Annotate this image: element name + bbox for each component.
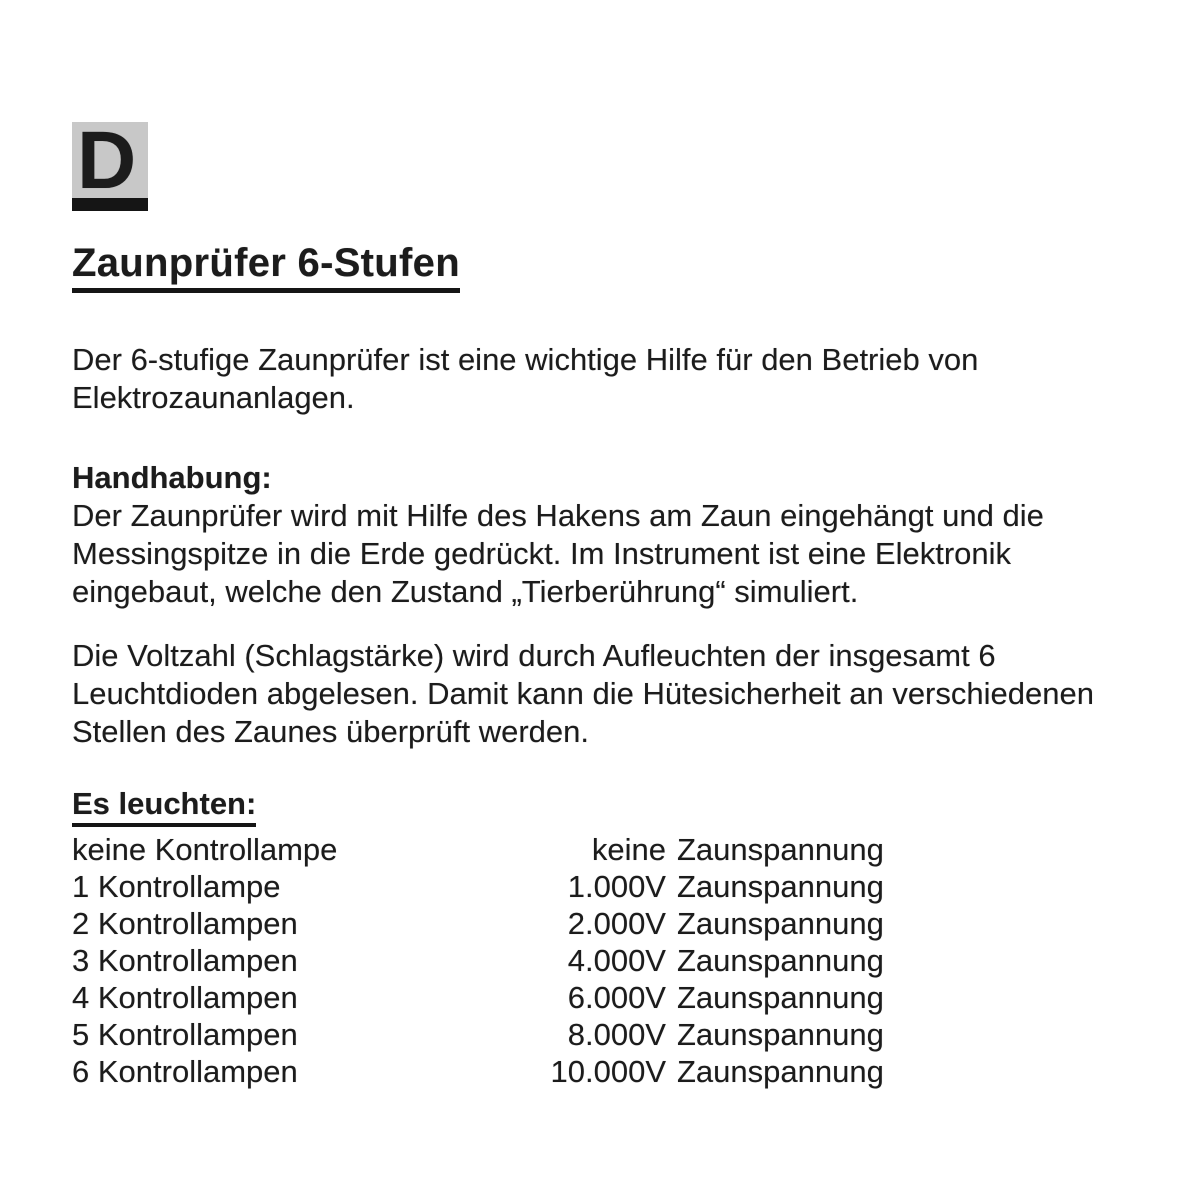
lamps-cell: 4 Kontrollampen [72,980,298,1015]
voltage-cell [538,979,884,1016]
voltage-line-2: Leuchtdioden abgelesen. Damit kann die Hütesicherheit an verschiedenen [72,676,1094,711]
voltage-value: 10.000V [550,1054,666,1089]
handling-section [72,459,1128,611]
table-row [72,868,1128,905]
section-letter: D [72,122,148,211]
table-row [72,831,1128,868]
lamps-cell: 1 Kontrollampe [72,869,281,904]
voltage-line-1: Die Voltzahl (Schlagstärke) wird durch Aufleuchten der insgesamt 6 [72,638,996,673]
voltage-label: Zaunspannung [677,869,884,904]
handling-heading: Handhabung: [72,460,272,495]
lamps-cell: 5 Kontrollampen [72,1017,298,1052]
voltage-cell [538,905,884,942]
voltage-cell [538,831,884,868]
indicator-table-heading: Es leuchten: [72,787,256,827]
voltage-value: keine [591,832,666,867]
voltage-value: 4.000V [567,943,666,978]
voltage-cell [538,1053,884,1090]
lamps-cell: 2 Kontrollampen [72,906,298,941]
voltage-value: 8.000V [567,1017,666,1052]
lamps-cell: keine Kontrollampe [72,832,338,867]
voltage-label: Zaunspannung [677,906,884,941]
handling-line-1: Der Zaunprüfer wird mit Hilfe des Hakens am Zaun eingehängt und die [72,498,1044,533]
intro-paragraph [72,341,1128,417]
voltage-value: 2.000V [567,906,666,941]
lamps-cell: 6 Kontrollampen [72,1054,298,1089]
table-row [72,1053,1128,1090]
intro-line-1: Der 6-stufige Zaunprüfer ist eine wichtige Hilfe für den Betrieb von [72,342,979,377]
voltage-reading-paragraph [72,637,1128,751]
page-title: Zaunprüfer 6-Stufen [72,241,460,293]
handling-line-2: Messingspitze in die Erde gedrückt. Im Instrument ist eine Elektronik [72,536,1012,571]
table-row [72,942,1128,979]
section-letter-block [72,115,1128,211]
voltage-label: Zaunspannung [677,832,884,867]
voltage-cell [538,1016,884,1053]
voltage-cell [538,942,884,979]
voltage-label: Zaunspannung [677,980,884,1015]
indicator-table [72,787,1128,1090]
table-row [72,905,1128,942]
table-row [72,1016,1128,1053]
voltage-cell [538,868,884,905]
voltage-label: Zaunspannung [677,1017,884,1052]
voltage-label: Zaunspannung [677,1054,884,1089]
table-row [72,979,1128,1016]
voltage-value: 6.000V [567,980,666,1015]
voltage-value: 1.000V [567,869,666,904]
voltage-label: Zaunspannung [677,943,884,978]
lamps-cell: 3 Kontrollampen [72,943,298,978]
voltage-line-3: Stellen des Zaunes überprüft werden. [72,714,589,749]
handling-line-3: eingebaut, welche den Zustand „Tierberührung“ simuliert. [72,574,859,609]
intro-line-2: Elektrozaunanlagen. [72,380,355,415]
